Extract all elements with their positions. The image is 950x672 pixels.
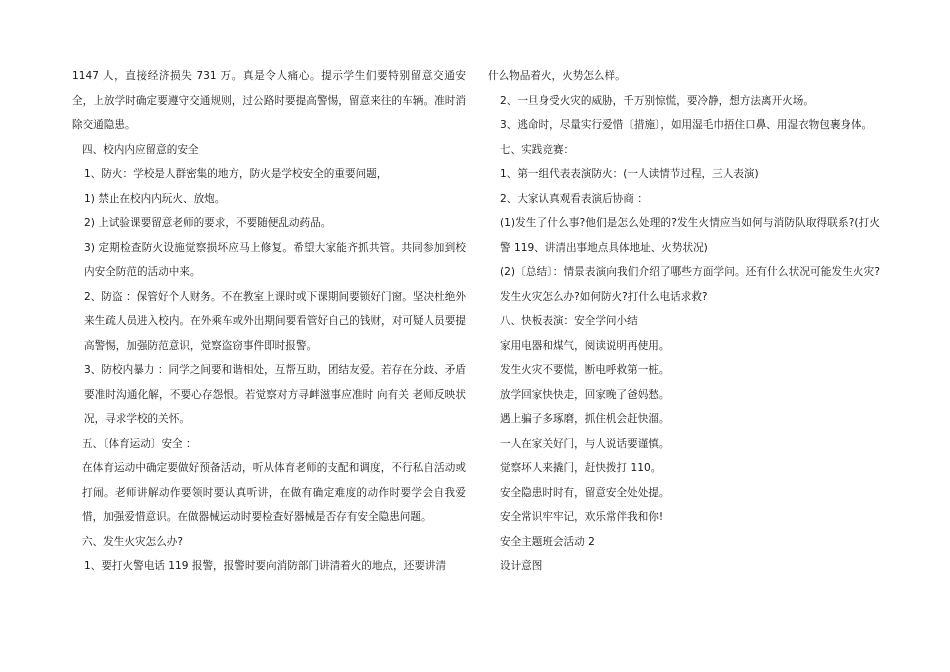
rhyme-line: 一人在家关好门，与人说话要谨慎。 bbox=[500, 437, 670, 450]
heading-campus-safety: 四、校内内应留意的安全 bbox=[82, 143, 199, 156]
paragraph-escape-measures: 3、逃命时，尽量实行爱惜〔措施〕，如用湿毛巾捂住口鼻、用湿衣物包裹身体。 bbox=[500, 119, 873, 131]
list-item-no-fire-play: 1) 禁止在校内内玩火、放炮。 bbox=[84, 192, 226, 205]
heading-fire-response: 六、发生火灾怎么办? bbox=[82, 535, 183, 548]
rhyme-line: 放学回家快快走，回家晚了爸妈愁。 bbox=[500, 388, 670, 401]
heading-clapper-performance: 八、快板表演：安全学问小结 bbox=[500, 315, 638, 327]
list-item-lab-rules: 2) 上试验课要留意老师的要求，不要随便乱动药品。 bbox=[84, 217, 332, 229]
paragraph-call-119-continued: 什么物品着火，火势怎么样。 bbox=[488, 70, 626, 82]
right-column bbox=[488, 64, 880, 579]
paragraph-discussion: 2、大家认真观看表演后协商 ： bbox=[500, 192, 648, 205]
paragraph-summary: (2)〔总结〕：情景表演向我们介绍了哪些方面学问。还有什么状况可能发生火灾?发生火灾怎么办?如何防火?打什么电话求救? bbox=[500, 266, 880, 303]
paragraph-traffic-safety: 1147 人，直接经济损失 731 万。真是令人痛心。提示学生们要特别留意交通安全，上放学时确定要遵守交通规则，过公路时要提高警惕，留意来往的车辆。准时消除交通隐患。 bbox=[72, 70, 466, 131]
left-column bbox=[72, 64, 466, 579]
rhyme-line: 家用电器和煤气，阅读说明再使用。 bbox=[500, 339, 670, 352]
paragraph-sports-safety: 在体育运动中确定要做好预备活动，听从体育老师的支配和调度，不行私自活动或打闹。老师讲解动作要领时要认真听讲，在做有确定难度的动作时要学会自我爱惜，加强爱惜意识。在做器械运动时要检查好器械是否存有安全隐患问题。 bbox=[82, 462, 466, 523]
heading-practice-contest: 七、实践竞赛： bbox=[500, 143, 575, 156]
heading-sports-safety: 五、〔体育运动〕安全 ： bbox=[82, 437, 197, 450]
paragraph-violence-prevention: 3、防校内暴力 ：同学之间要和谐相处，互帮互助，团结友爱。若存在分歧、矛盾要准时沟通化解，不要心存怨恨。若觉察对方寻衅滋事应准时 向有关 老师反映状况，寻求学校的关怀。 bbox=[84, 364, 466, 425]
paragraph-stay-calm: 2、一旦身受火灾的威胁，千万别惊慌，要冷静，想方法离开火场。 bbox=[500, 94, 814, 107]
rhyme-line: 遇上骗子多琢磨，抓住机会赶快溜。 bbox=[500, 413, 670, 425]
paragraph-group-performance: 1、第一组代表表演防火：(一人读情节过程，三人表演) bbox=[500, 168, 759, 180]
rhyme-line: 安全常识牢牢记，欢乐常伴我和你! bbox=[500, 511, 664, 523]
paragraph-question-one: (1)发生了什么事?他们是怎么处理的?发生火情应当如何与消防队取得联系?(打火警 119、讲清出事地点具体地址、火势状况) bbox=[500, 217, 880, 254]
list-item-fire-equipment: 3) 定期检查防火设施觉察损坏应马上修复。希望大家能齐抓共管。共同参加到校内安全防范的活动中来。 bbox=[84, 241, 466, 278]
rhyme-line: 发生火灾不要慌，断电呼救第一桩。 bbox=[500, 364, 670, 376]
rhyme-line: 安全隐患时时有，留意安全处处提。 bbox=[500, 486, 670, 499]
heading-design-intent: 设计意图 bbox=[500, 560, 543, 572]
rhyme-line: 觉察坏人来撬门，赶快拨打 110。 bbox=[500, 462, 662, 474]
heading-activity-two: 安全主题班会活动 2 bbox=[500, 535, 595, 548]
paragraph-call-119: 1、要打火警电话 119 报警，报警时要向消防部门讲清着火的地点，还要讲清 bbox=[84, 560, 447, 572]
paragraph-theft-prevention: 2、防盗 ：保管好个人财务。不在教室上课时或下课期间要锁好门窗。坚决杜绝外来生疏人员进入校内。在外乘车或外出期间要看管好自己的钱财，对可疑人员要提高警惕，加强防范意识，觉察盗窃事件即时报警。 bbox=[84, 290, 466, 352]
paragraph-fire-prevention: 1、防火：学校是人群密集的地方，防火是学校安全的重要问题， bbox=[84, 168, 388, 180]
